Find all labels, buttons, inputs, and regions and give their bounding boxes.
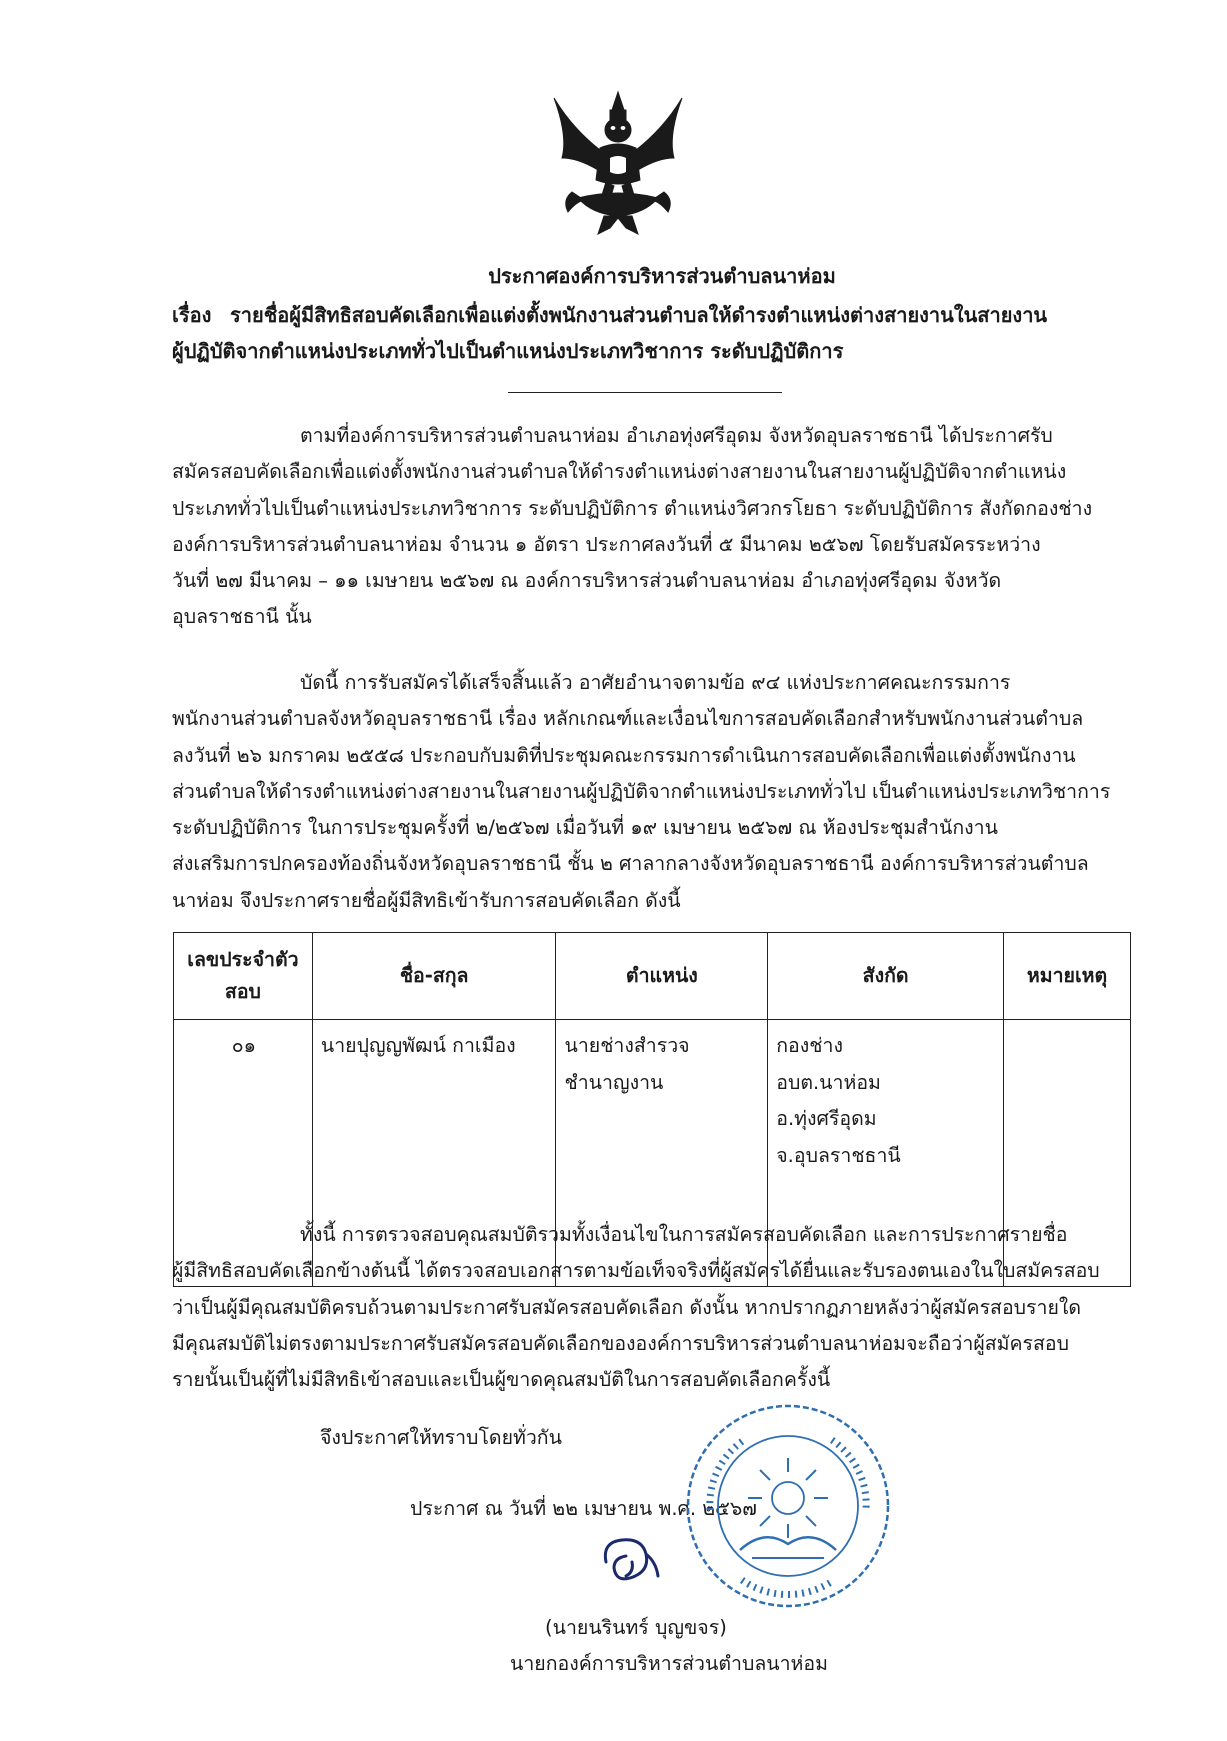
position-line: ชำนาญงาน bbox=[564, 1070, 664, 1094]
signer-name: (นายนรินทร์ บุญขจร) bbox=[545, 1616, 727, 1639]
paragraph-1-line: องค์การบริหารส่วนตำบลนาห่อม จำนวน ๑ อัตรา ประกาศลงวันที่ ๕ มีนาคม ๒๕๖๗ โดยรับสมัครระหว่าง bbox=[172, 532, 1041, 556]
paragraph-3-line: รายนั้นเป็นผู้ที่ไม่มีสิทธิเข้าสอบและเป็นผู้ขาดคุณสมบัติในการสอบคัดเลือกครั้งนี้ bbox=[172, 1368, 831, 1392]
announcement-subject bbox=[172, 297, 1152, 333]
affiliation-line: กองช่าง bbox=[776, 1034, 843, 1057]
paragraph-2-line: นาห่อม จึงประกาศรายชื่อผู้มีสิทธิเข้ารับการสอบคัดเลือก ดังนี้ bbox=[172, 888, 681, 912]
header-exam-number bbox=[174, 933, 313, 1020]
title-divider bbox=[508, 392, 782, 393]
affiliation-line: จ.อุบลราชธานี bbox=[776, 1143, 901, 1167]
paragraph-2 bbox=[172, 665, 1118, 919]
announcement-title: ประกาศองค์การบริหารส่วนตำบลนาห่อม bbox=[488, 264, 836, 288]
paragraph-1-line: วันที่ ๒๗ มีนาคม – ๑๑ เมษายน ๒๕๖๗ ณ องค์การบริหารส่วนตำบลนาห่อม อำเภอทุ่งศรีอุดม จังหวัด bbox=[172, 569, 1002, 593]
table-header-row bbox=[174, 933, 1131, 1020]
closing-statement: จึงประกาศให้ทราบโดยทั่วกัน bbox=[320, 1426, 562, 1449]
paragraph-1 bbox=[172, 418, 1118, 636]
official-seal-icon bbox=[682, 1400, 894, 1612]
subject-label: เรื่อง bbox=[172, 303, 212, 327]
paragraph-2-line: ลงวันที่ ๒๖ มกราคม ๒๕๕๘ ประกอบกับมติที่ประชุมคณะกรรมการดำเนินการสอบคัดเลือกเพื่อแต่งตั้งพนักงาน bbox=[172, 743, 1076, 767]
header-exam-number-line-1: เลขประจำตัว bbox=[187, 948, 299, 971]
affiliation-line: อ.ทุ่งศรีอุดม bbox=[776, 1107, 877, 1130]
signer-title: นายกองค์การบริหารส่วนตำบลนาห่อม bbox=[510, 1652, 828, 1675]
header-position: ตำแหน่ง bbox=[556, 933, 768, 1020]
paragraph-3-line: ทั้งนี้ การตรวจสอบคุณสมบัติรวมทั้งเงื่อนไขในการสมัครสอบคัดเลือก และการประกาศรายชื่อ bbox=[300, 1223, 1068, 1246]
paragraph-2-line: ระดับปฏิบัติการ ในการประชุมครั้งที่ ๒/๒๕๖๗ เมื่อวันที่ ๑๙ เมษายน ๒๕๖๗ ณ ห้องประชุมสำนักงาน bbox=[172, 816, 998, 840]
paragraph-1-line: สมัครสอบคัดเลือกเพื่อแต่งตั้งพนักงานส่วนตำบลให้ดำรงตำแหน่งต่างสายงานในสายงานผู้ปฏิบัติจากตำแหน่ง bbox=[172, 460, 1067, 484]
header-exam-number-line-2: สอบ bbox=[224, 980, 261, 1003]
paragraph-1-line: อุบลราชธานี นั้น bbox=[172, 605, 312, 629]
announcement-date: ประกาศ ณ วันที่ ๒๒ เมษายน พ.ศ. ๒๕๖๗ bbox=[410, 1497, 757, 1520]
paragraph-2-line: ส่งเสริมการปกครองท้องถิ่นจังหวัดอุบลราชธานี ชั้น ๒ ศาลากลางจังหวัดอุบลราชธานี องค์การบริหารส่วนตำบล bbox=[172, 852, 1089, 876]
paragraph-3-line: ว่าเป็นผู้มีคุณสมบัติครบถ้วนตามประกาศรับสมัครสอบคัดเลือก ดังนั้น หากปรากฏภายหลังว่าผู้สมัครสอบรายใด bbox=[172, 1295, 1082, 1319]
affiliation-line: อบต.นาห่อม bbox=[776, 1070, 881, 1094]
paragraph-2-line: ส่วนตำบลให้ดำรงตำแหน่งต่างสายงานในสายงานผู้ปฏิบัติจากตำแหน่งประเภททั่วไป เป็นตำแหน่งประเภทวิชาการ bbox=[172, 779, 1111, 803]
paragraph-3-line: ผู้มีสิทธิสอบคัดเลือกข้างต้นนี้ ได้ตรวจสอบเอกสารตามข้อเท็จจริงที่ผู้สมัครได้ยื่นและรับรองตนเองในใบสมัครสอบ bbox=[172, 1259, 1100, 1283]
garuda-emblem-icon bbox=[548, 88, 688, 238]
paragraph-2-line: พนักงานส่วนตำบลจังหวัดอุบลราชธานี เรื่อง หลักเกณฑ์และเงื่อนไขการสอบคัดเลือกสำหรับพนักงานส่วนตำบล bbox=[172, 707, 1084, 731]
position-line: นายช่างสำรวจ bbox=[564, 1034, 690, 1057]
paragraph-2-line: บัดนี้ การรับสมัครได้เสร็จสิ้นแล้ว อาศัยอำนาจตามข้อ ๙๔ แห่งประกาศคณะกรรมการ bbox=[300, 671, 1011, 694]
cell-exam-number: ๐๑ bbox=[174, 1020, 313, 1287]
paragraph-1-line: ตามที่องค์การบริหารส่วนตำบลนาห่อม อำเภอทุ่งศรีอุดม จังหวัดอุบลราชธานี ได้ประกาศรับ bbox=[300, 424, 1053, 447]
paragraph-3 bbox=[172, 1217, 1118, 1398]
cell-name: นายปุญญพัฒน์ กาเมือง bbox=[312, 1020, 556, 1287]
paragraph-3-line: มีคุณสมบัติไม่ตรงตามประกาศรับสมัครสอบคัดเลือกขององค์การบริหารส่วนตำบลนาห่อมจะถือว่าผู้สมัครสอบ bbox=[172, 1331, 1070, 1355]
subject-line-1: รายชื่อผู้มีสิทธิสอบคัดเลือกเพื่อแต่งตั้งพนักงานส่วนตำบลให้ดำรงตำแหน่งต่างสายงานในสายงาน bbox=[230, 303, 1048, 327]
header-remark: หมายเหตุ bbox=[1004, 933, 1131, 1020]
paragraph-1-line: ประเภททั่วไปเป็นตำแหน่งประเภทวิชาการ ระดับปฏิบัติการ ตำแหน่งวิศวกรโยธา ระดับปฏิบัติการ สังกัดกองช่าง bbox=[172, 496, 1093, 520]
subject-line-2: ผู้ปฏิบัติจากตำแหน่งประเภททั่วไปเป็นตำแหน่งประเภทวิชาการ ระดับปฏิบัติการ bbox=[172, 339, 844, 363]
header-affiliation: สังกัด bbox=[768, 933, 1004, 1020]
header-name: ชื่อ-สกุล bbox=[312, 933, 556, 1020]
signature-icon bbox=[596, 1532, 668, 1588]
